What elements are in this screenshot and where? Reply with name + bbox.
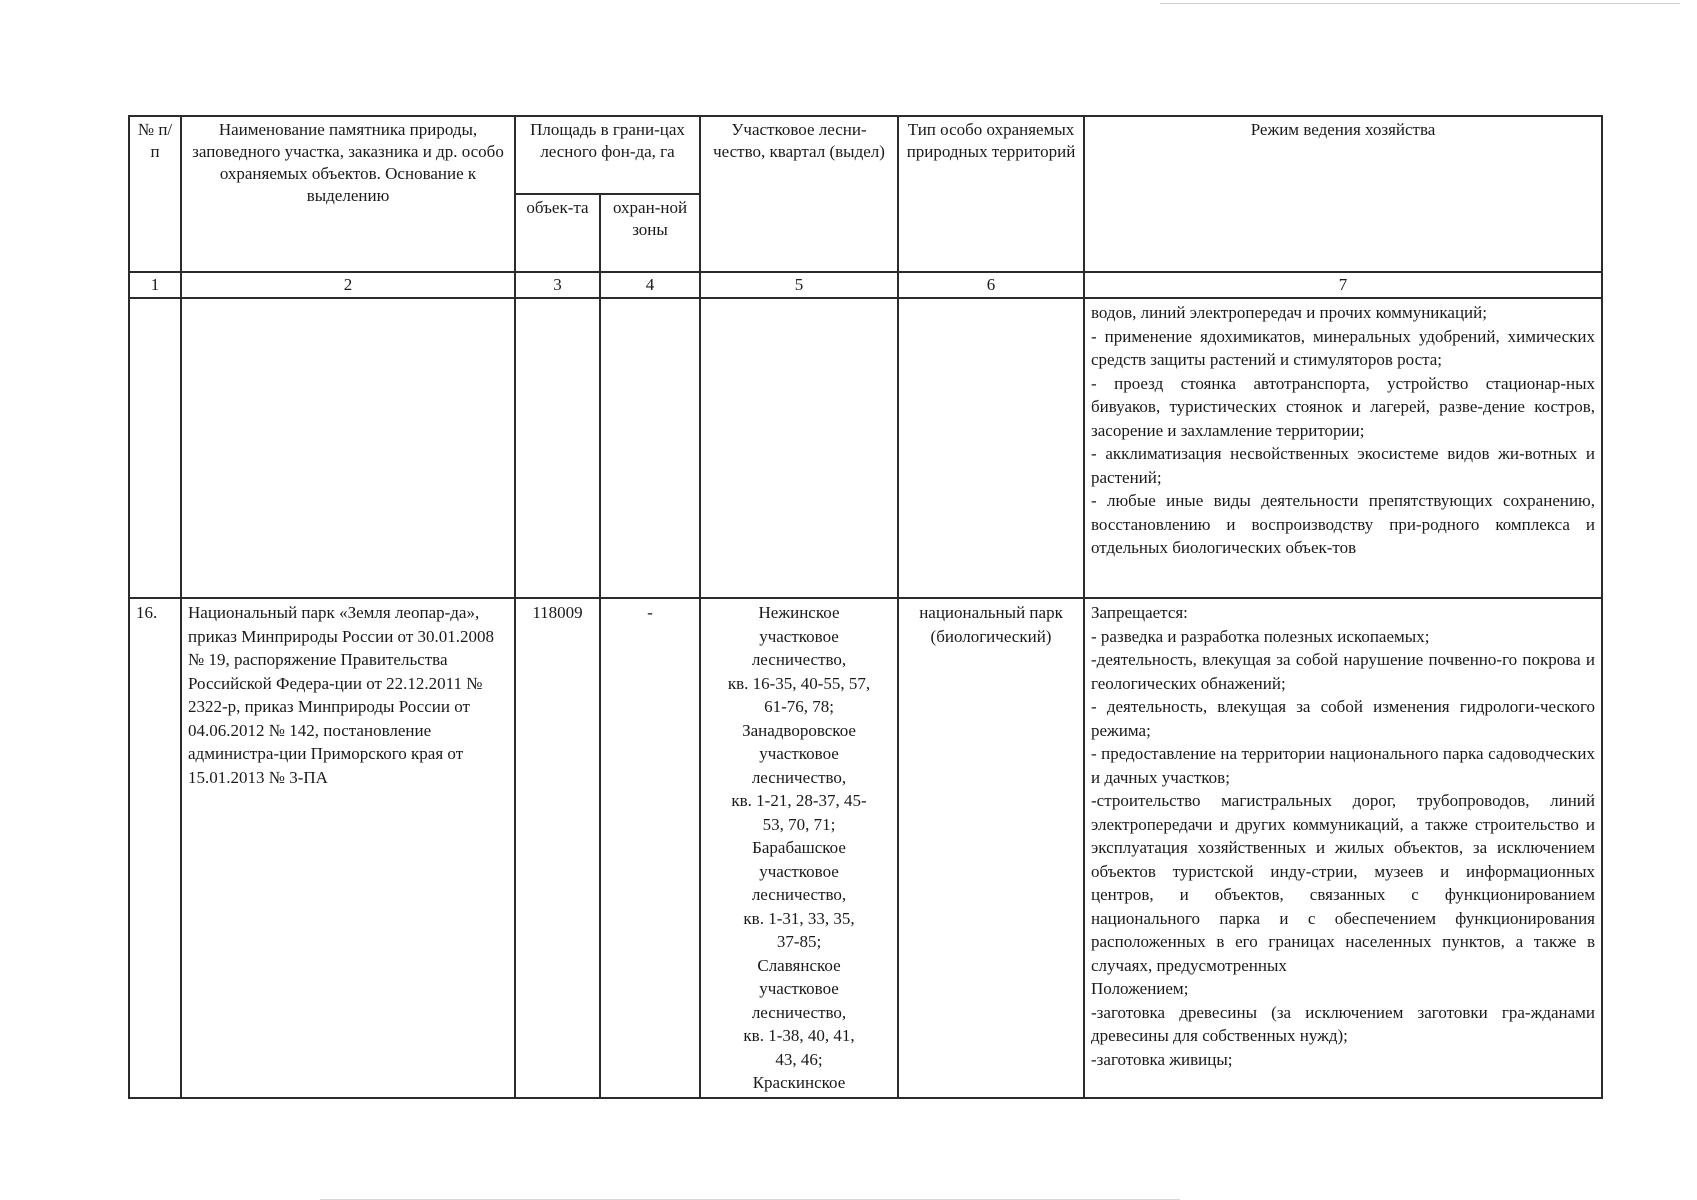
column-number-row	[129, 272, 1602, 298]
column-number: 4	[600, 272, 700, 298]
forestry-line: 37-85;	[776, 932, 822, 951]
forestry-line: кв. 1-21, 28-37, 45-	[731, 791, 867, 810]
regime-text: - проезд стоянка автотранспорта, устройство стационар-ных бивуаков, туристических стоянок и лагерей, разве-дение костров, засорение и захламление территории;	[1091, 373, 1596, 440]
scan-artifact-top	[1160, 3, 1680, 4]
regime-text: - предоставление на территории национального парка садоводческих и дачных участков;	[1091, 744, 1596, 787]
column-number: 2	[181, 272, 515, 298]
forestry-line: лесничество,	[751, 767, 847, 787]
object-name: Национальный парк «Земля леопар-да», приказ Минприроды России от 30.01.2008 № 19, распоряжение Правительства Российской Федера-ции от 22.12.2011 № 2322-р, приказ Минприроды России от 04.06.2012 № 142, постановление администра-ции Приморского края от 15.01.2013 № 3-ПА	[181, 598, 515, 1098]
regime-text: Положением;	[1091, 979, 1189, 998]
regime-text: -деятельность, влекущая за собой нарушение почвенно-го покрова и геологических обнажений;	[1091, 650, 1596, 693]
forestry-line: Занадворовское	[742, 720, 856, 740]
cell-empty	[129, 298, 181, 598]
regime-text: - деятельность, влекущая за собой изменения гидрологи-ческого режима;	[1091, 697, 1596, 740]
forestry-cell	[700, 598, 898, 1098]
regime-text: - акклиматизация несвойственных экосистеме видов жи-вотных и растений;	[1091, 444, 1596, 487]
regime-text: -строительство магистральных дорог, трубопроводов, линий электропередачи и других коммуникаций, а также строительство и эксплуатация хозяйственных и жилых объектов, за исключением объектов туристской инду-стрии, музеев и информационных центров, и объектов, связанных с функционированием национального парка и с обеспечением функционирования расположенных в его границах населенных пунктов, а также в случаях, предусмотренных	[1091, 791, 1596, 975]
column-number: 5	[700, 272, 898, 298]
forestry-line: участковое	[759, 979, 839, 998]
forestry-line: 43, 46;	[775, 1049, 823, 1069]
header-regime: Режим ведения хозяйства	[1084, 116, 1602, 272]
cell-empty	[700, 298, 898, 598]
forestry-line: Краскинское	[752, 1073, 846, 1092]
column-number: 1	[129, 272, 181, 298]
header-area: Площадь в грани-цах лесного фон-да, га	[515, 116, 700, 194]
forestry-line: кв. 1-38, 40, 41,	[743, 1026, 855, 1045]
forestry-line: лесничество,	[751, 885, 847, 904]
header-area-zone: охран-ной зоны	[600, 194, 700, 272]
forestry-line: участковое	[759, 626, 839, 646]
forestry-line: 53, 70, 71;	[762, 814, 836, 834]
forestry-line: кв. 16-35, 40-55, 57,	[727, 673, 871, 693]
table-row-16	[129, 598, 1602, 1098]
regime-text: водов, линий электропередач и прочих коммуникаций;	[1091, 303, 1487, 322]
row-number: 16.	[129, 598, 181, 1098]
territory-type: национальный парк (биологический)	[898, 598, 1084, 1098]
header-name: Наименование памятника природы, заповедного участка, заказника и др. особо охраняемых объектов. Основание к выделению	[181, 116, 515, 272]
cell-empty	[600, 298, 700, 598]
header-area-object: объек-та	[515, 194, 600, 272]
forestry-line: участковое	[759, 861, 839, 881]
forestry-line: Славянское	[757, 955, 841, 975]
regime-text: - применение ядохимикатов, минеральных удобрений, химических средств защиты растений и стимуляторов роста;	[1091, 326, 1596, 369]
table-row-continuation	[129, 298, 1602, 598]
column-number: 6	[898, 272, 1084, 298]
column-number: 3	[515, 272, 600, 298]
column-number: 7	[1084, 272, 1602, 298]
header-forestry: Участковое лесни-чество, квартал (выдел)	[700, 116, 898, 272]
header-num: № п/п	[129, 116, 181, 272]
forestry-line: лесничество,	[751, 650, 847, 669]
forestry-line: кв. 1-31, 33, 35,	[743, 908, 855, 928]
forestry-line: 61-76, 78;	[764, 697, 834, 716]
cell-empty	[181, 298, 515, 598]
area-object-value: 118009	[515, 598, 600, 1098]
regime-text: - разведка и разработка полезных ископаемых;	[1091, 626, 1430, 646]
protected-areas-table	[128, 115, 1603, 1099]
regime-text: Запрещается:	[1091, 603, 1188, 622]
regime-text: - любые иные виды деятельности препятствующих сохранению, восстановлению и воспроизводству при-родного комплекса и отдельных биологических объек-тов	[1091, 491, 1596, 557]
cell-empty	[515, 298, 600, 598]
forestry-line: лесничество,	[751, 1002, 847, 1022]
cell-empty	[898, 298, 1084, 598]
regime-text: -заготовка живицы;	[1091, 1049, 1233, 1069]
forestry-line: Барабашское	[752, 838, 846, 857]
regime-cell	[1084, 598, 1602, 1098]
header-row	[129, 116, 1602, 194]
area-zone-value: -	[600, 598, 700, 1098]
forestry-line: Нежинское	[758, 603, 840, 622]
regime-text: -заготовка древесины (за исключением заготовки гра-жданами древесины для собственных нужд);	[1091, 1002, 1596, 1045]
regime-cell	[1084, 298, 1602, 598]
forestry-line: участковое	[759, 744, 839, 763]
header-type: Тип особо охраняемых природных территорий	[898, 116, 1084, 272]
